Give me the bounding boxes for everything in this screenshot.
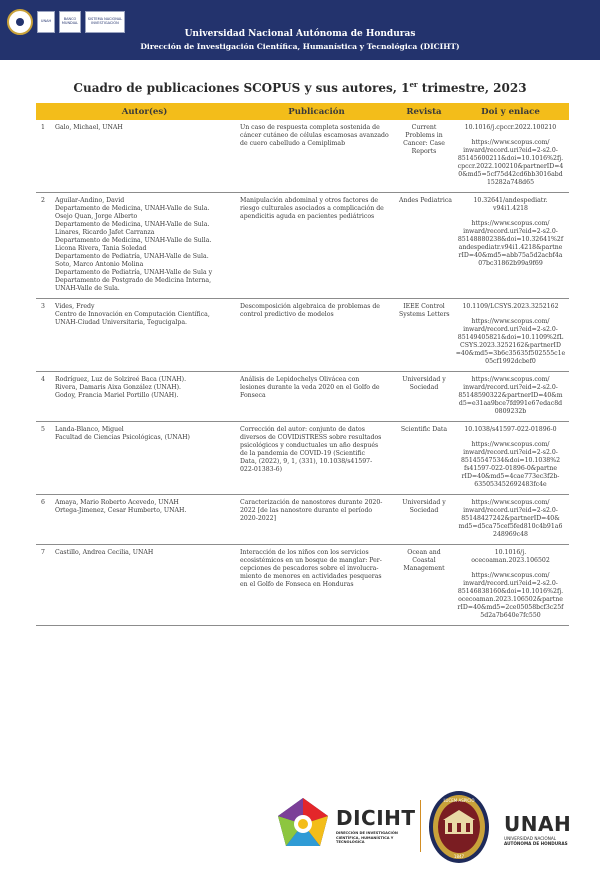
row-number: 6 — [36, 495, 52, 545]
title-suffix: trimestre, 2023 — [417, 81, 527, 95]
title-prefix: Cuadro de publicaciones SCOPUS y sus autores, 1 — [73, 81, 410, 95]
enlace-line: cpccr.2022.100210&partnerID=4 — [457, 163, 564, 170]
doi-line-block — [455, 549, 566, 565]
publicacion-line: Fonseca — [240, 392, 266, 399]
autor-line: Vides, Fredy — [55, 303, 95, 310]
publicacion-cell — [237, 193, 396, 299]
autor-line: Landa-Blanco, Miguel — [55, 426, 124, 433]
revista-line-block — [399, 376, 449, 392]
autores-cell — [52, 372, 237, 422]
unah-subtitle-line1: UNIVERSIDAD NACIONAL — [504, 836, 557, 841]
row-number: 5 — [36, 422, 52, 495]
unah-subtitle — [504, 836, 590, 846]
publicacion-cell — [237, 545, 396, 626]
table-row — [36, 545, 569, 626]
autor-line-block — [55, 124, 234, 132]
autor-line: Licona Rivera, Tania Soledad — [55, 245, 147, 252]
enlace-line-block — [455, 441, 566, 489]
header-doi: Doi y enlace — [452, 103, 569, 120]
autor-line: Departamento de Pediatría, UNAH-Valle de Sula y — [55, 269, 213, 276]
table-row — [36, 372, 569, 422]
banco-mundial-logo: BANCO MUNDIAL — [59, 11, 81, 33]
autor-line-block — [55, 549, 234, 557]
autor-line-block — [55, 426, 234, 442]
publicacion-line-block — [240, 549, 393, 589]
publicacion-line: en el Golfo de Fonseca en Honduras — [240, 581, 354, 588]
revista-line: Problems in — [405, 132, 443, 139]
revista-line: Management — [403, 565, 445, 572]
diciht-name: DICIHT — [336, 806, 416, 830]
enlace-line: inward/record.uri?eid=2-s2.0- — [463, 147, 558, 154]
enlace-line: https://www.scopus.com/ — [471, 499, 550, 506]
publicacion-line: apendicitis aguda en pacientes pediátricos — [240, 213, 375, 220]
title-sup: er — [409, 80, 418, 89]
enlace-line-block — [455, 220, 566, 268]
revista-line: Coastal — [412, 557, 436, 564]
revista-line: Systems Letters — [399, 311, 450, 318]
enlace-line: 5d2a7b640e7fc550 — [480, 612, 541, 619]
publicacion-line: de la pandemia de COVID-19 (Scientific — [240, 450, 365, 457]
enlace-line: https://www.scopus.com/ — [471, 376, 550, 383]
table-row — [36, 193, 569, 299]
page-title — [0, 80, 600, 95]
doi-line: 10.32641/andespediatr. — [473, 197, 548, 204]
revista-cell — [396, 299, 452, 372]
unah-small-logo: UNAH — [37, 11, 55, 33]
enlace-line: 85148590322&partnerID=40&m — [458, 392, 563, 399]
enlace-line: https://www.scopus.com/ — [471, 220, 550, 227]
autor-line: Aguilar-Andino, David — [55, 197, 125, 204]
autor-line: Departamento de Medicina, UNAH-Valle de Sula. — [55, 205, 210, 212]
revista-line: Universidad y — [402, 376, 446, 383]
publicacion-line: Análisis de Lepidochelys Olivácea con — [240, 376, 360, 383]
row-number: 3 — [36, 299, 52, 372]
publicacion-line-block — [240, 124, 393, 148]
autores-cell — [52, 299, 237, 372]
table-row — [36, 120, 569, 193]
enlace-line: 0809232b — [494, 408, 527, 415]
enlace-line: 85146838160&doi=10.1016%2fj. — [457, 588, 564, 595]
autor-line: Amaya, Mario Roberto Acevedo, UNAH — [55, 499, 179, 506]
doi-line-block — [455, 303, 566, 311]
enlace-line: https://www.scopus.com/ — [471, 572, 550, 579]
revista-cell — [396, 193, 452, 299]
revista-line-block — [399, 426, 449, 434]
enlace-line-block — [455, 572, 566, 620]
revista-cell — [396, 120, 452, 193]
publicacion-line: Corrección del autor: conjunto de datos — [240, 426, 365, 433]
publicacion-cell — [237, 120, 396, 193]
doi-line: 10.1016/j.cpccr.2022.100210 — [464, 124, 557, 131]
publicacion-line-block — [240, 426, 393, 474]
autor-line: Facultad de Ciencias Psicológicas, (UNAH) — [55, 434, 190, 441]
doi-line: v94i1.4218 — [493, 205, 528, 212]
revista-line: Andes Pediatrica — [399, 197, 452, 204]
revista-line: Current — [411, 124, 437, 131]
unah-seal-icon — [428, 790, 490, 864]
revista-line: Reports — [411, 148, 437, 155]
autor-line-block — [55, 197, 234, 293]
publicacion-line-block — [240, 376, 393, 400]
publicacion-line: ecosistémicos en un bosque de manglar: Per- — [240, 557, 382, 564]
revista-cell — [396, 495, 452, 545]
autor-line-block — [55, 303, 234, 327]
header-number — [36, 103, 52, 120]
doi-line: 10.1016/j. — [494, 549, 527, 556]
autor-line: UNAH-Valle de Sula. — [55, 285, 120, 292]
enlace-line: andespediatr.v94i1.4218&partne — [458, 244, 563, 251]
publicacion-cell — [237, 495, 396, 545]
enlace-line: https://www.scopus.com/ — [471, 318, 550, 325]
footer-divider — [420, 800, 421, 852]
publicacion-line: psicológicos y conductuales un año después — [240, 442, 379, 449]
publicacion-line: Descomposición algebraica de problemas de — [240, 303, 380, 310]
revista-line-block — [399, 549, 449, 573]
table-body — [36, 120, 569, 626]
revista-line: IEEE Control — [403, 303, 445, 310]
table-header-row — [36, 103, 569, 120]
publicacion-cell — [237, 372, 396, 422]
enlace-line: inward/record.uri?eid=2-s2.0- — [463, 507, 558, 514]
enlace-line-block — [455, 499, 566, 539]
seal-year: 1847 — [453, 854, 465, 859]
autor-line: Osejo Quan, Jorge Alberto — [55, 213, 138, 220]
seal-text: LUCEM ASPICIO — [443, 798, 475, 803]
doi-line: 10.1038/s41597-022-01896-0 — [464, 426, 557, 433]
publicacion-line: 022-01383-6) — [240, 466, 283, 473]
enlace-line: ocecoaman.2023.106502&partne — [458, 596, 563, 603]
enlace-line: https://www.scopus.com/ — [471, 139, 550, 146]
doi-cell — [452, 120, 569, 193]
revista-line-block — [399, 499, 449, 515]
enlace-line: 85145600211&doi=10.1016%2fj. — [457, 155, 564, 162]
autor-line: Departamento de Postgrado de Medicina Interna, — [55, 277, 212, 284]
publicacion-cell — [237, 299, 396, 372]
autor-line: Departamento de Medicina, UNAH-Valle de Sula. — [55, 221, 210, 228]
enlace-line: 85145547534&doi=10.1038%2 — [460, 457, 561, 464]
publicacion-line: Un caso de respuesta completa sostenida de — [240, 124, 380, 131]
enlace-line: 85149405821&doi=10.1109%2fL — [457, 334, 564, 341]
revista-line: Scientific Data — [400, 426, 448, 433]
row-number: 2 — [36, 193, 52, 299]
doi-cell — [452, 495, 569, 545]
publicacion-line: Caracterización de nanostores durante 2020- — [240, 499, 383, 506]
header-autores: Autor(es) — [52, 103, 237, 120]
sistema-investigacion-logo: SISTEMA NACIONAL INVESTIGACIÓN — [85, 11, 125, 33]
table-row — [36, 495, 569, 545]
unah-subtitle-line2: AUTÓNOMA DE HONDURAS — [504, 841, 568, 847]
enlace-line-block — [455, 376, 566, 416]
enlace-line: 248969c48 — [493, 531, 528, 538]
autores-cell — [52, 120, 237, 193]
diciht-emblem-icon — [276, 796, 330, 854]
publicacion-line-block — [240, 303, 393, 319]
publicacion-line: Interacción de los niños con los servicios — [240, 549, 369, 556]
revista-line: Sociedad — [409, 384, 439, 391]
publicacion-line: cepciones de pescadores sobre el involucra- — [240, 565, 379, 572]
revista-line: Cancer: Case — [403, 140, 445, 147]
enlace-line: fs41597-022-01896-0&partne — [463, 465, 558, 472]
publicacion-line: lesiones durante la veda 2020 en el Golfo de — [240, 384, 380, 391]
autor-line: Linares, Ricardo Jafet Carranza — [55, 229, 155, 236]
publicacion-line: cáncer cutáneo de células escamosas avanzado — [240, 132, 389, 139]
publicacion-line: diversos de COVIDiSTRESS sobre resultados — [240, 434, 382, 441]
autor-line: Departamento de Medicina, UNAH-Valle de Sulla. — [55, 237, 212, 244]
enlace-line: inward/record.uri?eid=2-s2.0- — [463, 580, 558, 587]
autor-line: Godoy, Francia Mariel Portillo (UNAH). — [55, 392, 179, 399]
autores-cell — [52, 422, 237, 495]
publicacion-line-block — [240, 499, 393, 523]
enlace-line: 635053452692483fc4e — [474, 481, 547, 488]
enlace-line: 85148427242&partnerID=40& — [461, 515, 560, 522]
publicacion-line: control predictivo de modelos — [240, 311, 334, 318]
enlace-line: =40&md5=3b6c35635f502555c1e — [455, 350, 566, 357]
row-number: 4 — [36, 372, 52, 422]
autor-line: Rivera, Damaris Aixa González (UNAH). — [55, 384, 182, 391]
enlace-line: https://www.scopus.com/ — [471, 441, 550, 448]
revista-cell — [396, 545, 452, 626]
doi-cell — [452, 545, 569, 626]
diciht-subtitle: DIRECCIÓN DE INVESTIGACIÓN CIENTÍFICA, HUMANÍSTICA Y TECNOLÓGICA — [336, 831, 398, 845]
autor-line: Centro de Innovación en Computación Científica, — [55, 311, 210, 318]
autor-line-block — [55, 499, 234, 515]
publicacion-line: Data, (2022), 9, 1, (331), 10.1038/s41597- — [240, 458, 373, 465]
department-name: Dirección de Investigación Científica, Humanística y Tecnológica (DICIHT) — [140, 42, 460, 51]
enlace-line: 15282a748d65 — [486, 179, 535, 186]
publicacion-line: Manipulación abdominal y otros factores de — [240, 197, 379, 204]
enlace-line: inward/record.uri?eid=2-s2.0- — [463, 449, 558, 456]
enlace-line: 85148880238&doi=10.32641%2f — [457, 236, 564, 243]
header-band — [0, 0, 600, 60]
enlace-line-block — [455, 139, 566, 187]
doi-line: 10.1109/LCSYS.2023.3252162 — [462, 303, 559, 310]
university-name: Universidad Nacional Autónoma de Honduras — [184, 29, 416, 39]
row-number: 7 — [36, 545, 52, 626]
header-publicacion: Publicación — [237, 103, 396, 120]
autor-line: UNAH-Ciudad Universitaria, Tegucigalpa. — [55, 319, 187, 326]
publicacion-line: 2022 [de las nanostore durante el período — [240, 507, 373, 514]
doi-cell — [452, 299, 569, 372]
autor-line: Departamento de Pediatría, UNAH-Valle de Sula. — [55, 253, 209, 260]
enlace-line: 07bc31862b99a9f69 — [478, 260, 543, 267]
revista-line-block — [399, 124, 449, 156]
footer — [0, 762, 600, 882]
enlace-line: rID=40&md5=2ce05058bcf3c25f — [457, 604, 564, 611]
row-number: 1 — [36, 120, 52, 193]
enlace-line: inward/record.uri?eid=2-s2.0- — [463, 228, 558, 235]
revista-line-block — [399, 303, 449, 319]
doi-line-block — [455, 426, 566, 434]
autores-cell — [52, 495, 237, 545]
autor-line: Rodríguez, Luz de Solzireé Baca (UNAH). — [55, 376, 187, 383]
publicacion-line: 2020-2022] — [240, 515, 276, 522]
enlace-line: inward/record.uri?eid=2-s2.0- — [463, 384, 558, 391]
doi-line-block — [455, 124, 566, 132]
publicacion-line: de cuero cabelludo a Cemiplimab — [240, 140, 346, 147]
revista-cell — [396, 422, 452, 495]
autor-line: Castillo, Andrea Cecilia, UNAH — [55, 549, 154, 556]
publicacion-line: miento de menores en actividades pesqueras — [240, 573, 382, 580]
doi-line-block — [455, 197, 566, 213]
enlace-line: rID=40&md5=4cae773ec3f2b- — [461, 473, 560, 480]
autor-line: Galo, Michael, UNAH — [55, 124, 123, 131]
revista-line: Universidad y — [402, 499, 446, 506]
publicacion-cell — [237, 422, 396, 495]
doi-cell — [452, 193, 569, 299]
enlace-line: 0&md5=5cf75d42cd6bb3016abd — [458, 171, 563, 178]
doi-cell — [452, 422, 569, 495]
revista-line: Sociedad — [409, 507, 439, 514]
doi-line: ocecoaman.2023.106502 — [471, 557, 550, 564]
enlace-line-block — [455, 318, 566, 366]
doi-cell — [452, 372, 569, 422]
enlace-line: rID=40&md5=abb75a5d2acbf4a — [458, 252, 563, 259]
table-row — [36, 422, 569, 495]
revista-line: Ocean and — [407, 549, 441, 556]
table-row — [36, 299, 569, 372]
publications-table — [36, 103, 569, 626]
autor-line-block — [55, 376, 234, 400]
header-revista: Revista — [396, 103, 452, 120]
publicacion-line-block — [240, 197, 393, 221]
autor-line: Soto, Marco Antonio Molina — [55, 261, 144, 268]
enlace-line: d5=e31aa9bce7fd991e67edac8d — [458, 400, 563, 407]
enlace-line: inward/record.uri?eid=2-s2.0- — [463, 326, 558, 333]
enlace-line: md5=d5ca75cef5fed810c4b91a6 — [458, 523, 563, 530]
revista-line-block — [399, 197, 452, 205]
autores-cell — [52, 545, 237, 626]
revista-cell — [396, 372, 452, 422]
unah-name: UNAH — [504, 812, 572, 836]
publicacion-line: riesgo culturales asociados a complicación de — [240, 205, 384, 212]
autor-line: Ortega-Jimenez, Cesar Humberto, UNAH. — [55, 507, 187, 514]
enlace-line: 05cf1992dcbef0 — [485, 358, 536, 365]
autores-cell — [52, 193, 237, 299]
enlace-line: CSYS.2023.3252162&partnerID — [460, 342, 561, 349]
